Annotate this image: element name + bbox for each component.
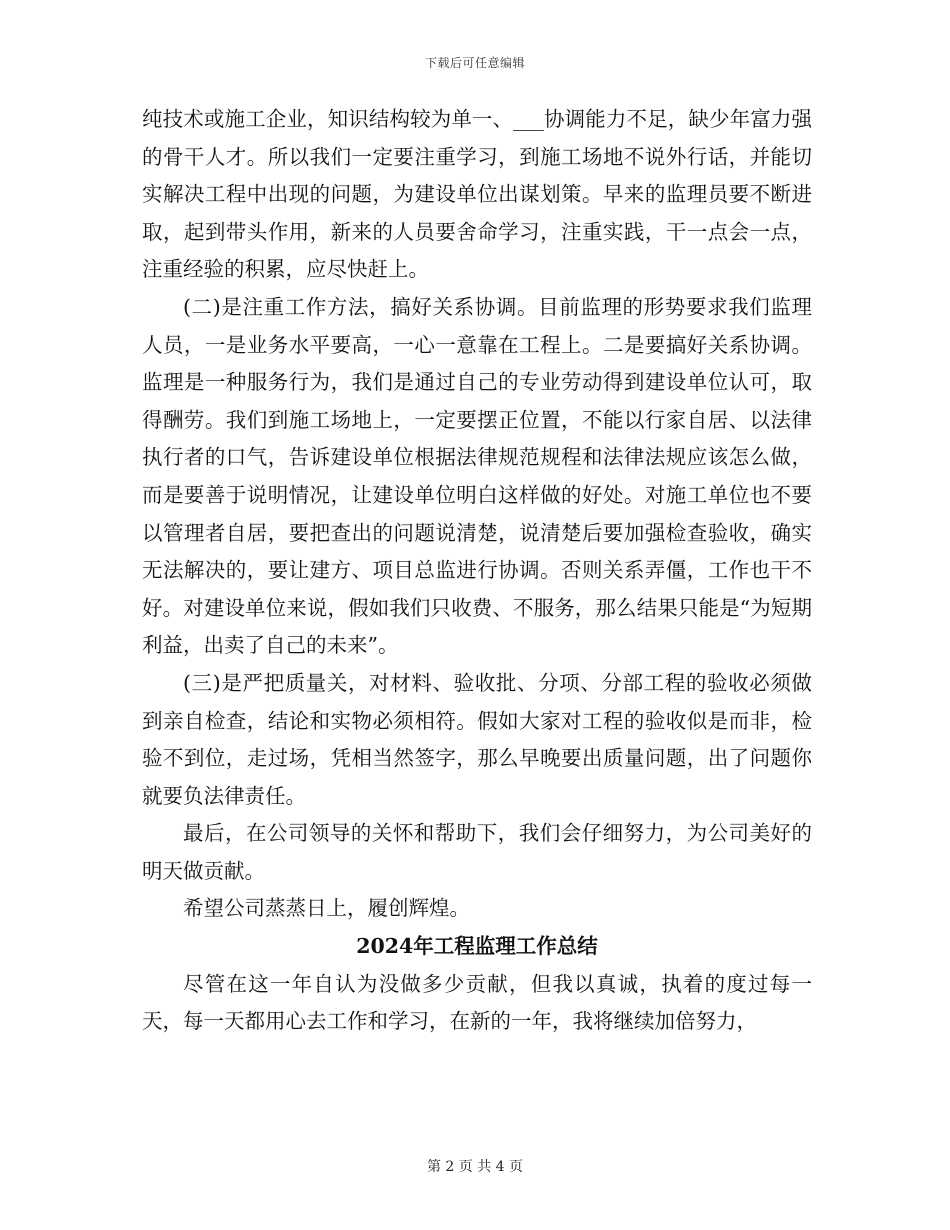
paragraph-knowledge: 纯技术或施工企业，知识结构较为单一、___协调能力不足，缺少年富力强的骨干人才。所以我们一定要注重学习，到施工场地不说外行话，并能切实解决工程中出现的问题，为建设单位出谋划策。早来的监理员要不断进取，起到带头作用，新来的人员要舍命学习，注重实践，干一点会一点，注重经验的积累，应尽快赶上。: [142, 107, 812, 282]
page-number: 第 2 页 共 4 页: [426, 1159, 524, 1175]
paragraph-work-method: (二)是注重工作方法，搞好关系协调。目前监理的形势要求我们监理人员，一是业务水平要高，一心一意靠在工程上。二是要搞好关系协调。监理是一种服务行为，我们是通过自己的专业劳动得到建设单位认可，取得酬劳。我们到施工场地上，一定要摆正位置，不能以行家自居、以法律执行者的口气，告诉建设单位根据法律规范规程和法律法规应该怎么做，而是要善于说明情况，让建设单位明白这样做的好处。对施工单位也不要以管理者自居，要把查出的问题说清楚，说清楚后要加强检查验收，确实无法解决的，要让建方、项目总监进行协调。否则关系弄僵，工作也干不好。对建设单位来说，假如我们只收费、不服务，那么结果只能是“为短期利益，出卖了自己的未来”。: [142, 294, 812, 658]
paragraph-quality: (三)是严把质量关，对材料、验收批、分项、分部工程的验收必须做到亲自检查，结论和实物必须相符。假如大家对工程的验收似是而非，检验不到位，走过场，凭相当然签字，那么早晚要出质量问题，出了问题你就要负法律责任。: [142, 670, 812, 808]
paragraph-summary-intro: 尽管在这一年自认为没做多少贡献，但我以真诚，执着的度过每一天，每一天都用心去工作和学习，在新的一年，我将继续加倍努力，: [142, 971, 812, 1034]
page-header: 下载后可任意编辑: [424, 56, 525, 70]
paragraph-wish: 希望公司蒸蒸日上，履创辉煌。: [183, 896, 470, 921]
section-title: 2024年工程监理工作总结: [356, 934, 598, 959]
document-body: [142, 101, 812, 1041]
paragraph-closing: 最后，在公司领导的关怀和帮助下，我们会仔细努力，为公司美好的明天做贡献。: [142, 821, 812, 883]
